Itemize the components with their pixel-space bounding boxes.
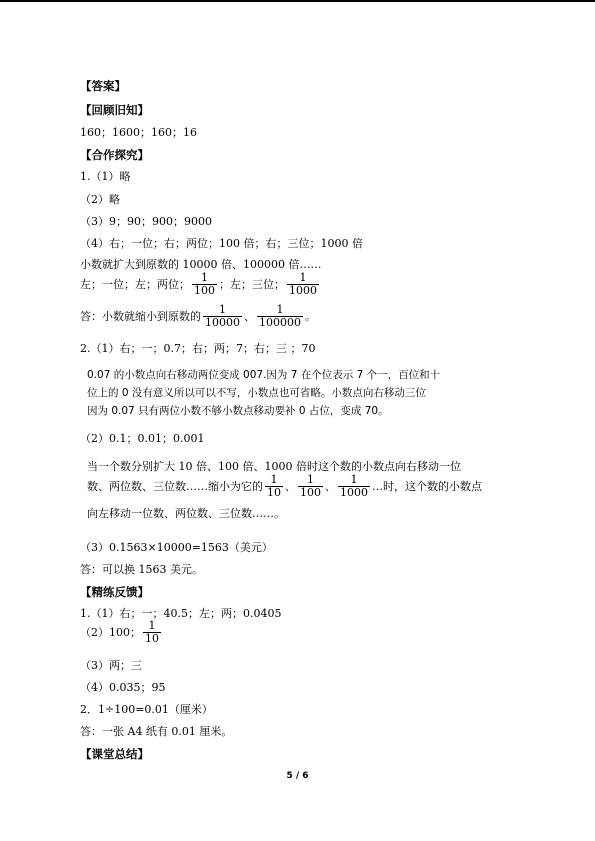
p1-4: （4）0.035；95 xyxy=(80,681,166,694)
q1-4: （4）右；一位；右；两位；100 倍；右；三位；1000 倍 xyxy=(80,237,363,250)
q2-note-line2: 位上的 0 没有意义所以可以不写，小数点也可省略。小数点向右移动三位 xyxy=(87,387,426,399)
q2-summary-text-a: 数、两位数、三位数……缩小为它的 xyxy=(87,479,263,493)
q2-note-line1: 0.07 的小数点向右移动两位变成 007.因为 7 在个位表示 7 个一，百位和十 xyxy=(87,369,441,381)
q2-summary-text-b: …时，这个数的小数点 xyxy=(372,479,482,493)
top-rule xyxy=(0,0,595,2)
fraction-denominator: 10000 xyxy=(205,316,240,329)
answer-heading: 【答案】 xyxy=(80,79,126,93)
practice-heading: 【精练反馈】 xyxy=(80,585,149,599)
q1-7 xyxy=(80,304,316,329)
q2-3-answer: 答：可以换 1563 美元。 xyxy=(80,563,203,576)
fraction-numerator: 1 xyxy=(270,473,278,486)
q1-2: （2）略 xyxy=(80,193,120,206)
fraction-denominator: 1000 xyxy=(289,284,317,297)
q2-summary-sep2: 、 xyxy=(325,479,336,493)
fraction-1-100 xyxy=(298,474,323,499)
q2-2: （2）0.1；0.01；0.001 xyxy=(80,432,205,445)
q1-3: （3）9；90；900；9000 xyxy=(80,215,212,228)
fraction-1-1000 xyxy=(338,474,370,499)
q2-1: 2.（1）右；一；0.7；右；两；7；右；三 ；70 xyxy=(80,342,316,355)
fraction-1-1000 xyxy=(287,272,319,297)
q1-7-sep: 、 xyxy=(244,309,255,323)
q1-6 xyxy=(80,272,321,297)
review-heading: 【回顾旧知】 xyxy=(80,103,149,117)
p2: 2．1÷100=0.01（厘米） xyxy=(80,703,213,716)
fraction-numerator: 1 xyxy=(307,473,314,486)
explore-heading: 【合作探究】 xyxy=(80,148,149,162)
q1-7-text-a: 答：小数就缩小到原数的 xyxy=(80,309,201,323)
p1-2-text: （2）100； xyxy=(80,625,141,639)
p1-2 xyxy=(80,620,163,645)
q1-7-end: 。 xyxy=(305,309,316,323)
q2-3: （3）0.1563×10000=1563（美元） xyxy=(80,541,273,554)
fraction-denominator: 100000 xyxy=(259,316,301,329)
summary-heading: 【课堂总结】 xyxy=(80,747,149,761)
fraction-numerator: 1 xyxy=(201,271,208,284)
q2-note-line3: 因为 0.07 只有两位小数不够小数点移动要补 0 占位，变成 70。 xyxy=(87,405,389,417)
page-number: 5 / 6 xyxy=(286,771,309,781)
q1-6-text-a: 左；一位；左；两位； xyxy=(80,277,190,291)
fraction-numerator: 1 xyxy=(276,303,284,316)
p1-1: 1.（1）右；一；40.5；左；两；0.0405 xyxy=(80,607,282,620)
q1-6-text-b: ；左；三位； xyxy=(219,277,285,291)
fraction-1-10 xyxy=(143,620,161,645)
fraction-numerator: 1 xyxy=(148,619,156,632)
fraction-numerator: 1 xyxy=(299,271,307,284)
fraction-1-10000 xyxy=(203,304,242,329)
q1-5: 小数就扩大到原数的 10000 倍、100000 倍…… xyxy=(80,258,322,271)
review-text: 160；1600；160；16 xyxy=(80,126,197,139)
fraction-numerator: 1 xyxy=(219,303,226,316)
fraction-numerator: 1 xyxy=(350,473,358,486)
p2-answer: 答：一张 A4 纸有 0.01 厘米。 xyxy=(80,725,233,738)
fraction-denominator: 1000 xyxy=(340,486,368,499)
fraction-1-100 xyxy=(192,272,217,297)
p1-3: （3）两；三 xyxy=(80,659,142,672)
q2-summary-line3: 向左移动一位数、两位数、三位数……。 xyxy=(87,507,285,520)
fraction-denominator: 100 xyxy=(300,486,321,499)
q2-summary-sep1: 、 xyxy=(285,479,296,493)
fraction-1-100000 xyxy=(257,304,303,329)
fraction-denominator: 100 xyxy=(194,284,215,297)
fraction-denominator: 10 xyxy=(267,486,281,499)
fraction-1-10 xyxy=(265,474,283,499)
q1-1: 1.（1）略 xyxy=(80,170,131,183)
q2-summary-line1: 当一个数分别扩大 10 倍、100 倍、1000 倍时这个数的小数点向右移动一位 xyxy=(87,460,461,473)
fraction-denominator: 10 xyxy=(145,632,159,645)
q2-summary-line2 xyxy=(87,474,482,499)
